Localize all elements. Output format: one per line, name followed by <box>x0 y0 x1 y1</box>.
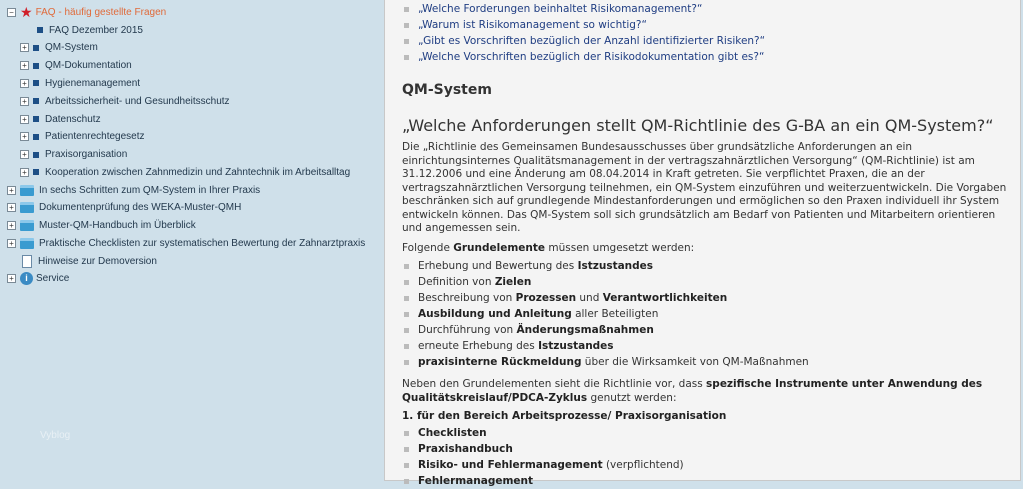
tree-item[interactable] <box>20 147 127 163</box>
bullet-icon <box>33 169 39 175</box>
folder-icon <box>20 202 34 213</box>
folder-icon <box>20 238 34 249</box>
list-item: Fehlermanagement <box>395 473 1020 489</box>
tree-label: QM-System <box>45 42 98 54</box>
faq-link[interactable]: „Welche Vorschriften bezüglich der Risikodokumentation gibt es?“ <box>395 49 1020 65</box>
star-icon: ★ <box>20 3 33 20</box>
expand-icon[interactable]: + <box>20 61 29 70</box>
paragraph-elements: Folgende Grundelemente müssen umgesetzt werden: <box>402 241 695 254</box>
list-item: praxisinterne Rückmeldung über die Wirksamkeit von QM-Maßnahmen <box>395 354 1020 370</box>
list-item: Praxishandbuch <box>395 441 1020 457</box>
faq-link[interactable]: „Warum ist Risikomanagement so wichtig?“ <box>395 17 1020 33</box>
bullet-icon <box>33 152 39 158</box>
bullet-icon <box>33 116 39 122</box>
tree-label: Muster-QM-Handbuch im Überblick <box>39 220 196 232</box>
folder-icon <box>20 185 34 196</box>
faq-link[interactable]: „Gibt es Vorschriften bezüglich der Anzahl identifizierter Risiken?“ <box>395 33 1020 49</box>
info-icon: i <box>20 272 33 285</box>
expand-icon[interactable]: + <box>20 97 29 106</box>
list-item: Checklisten <box>395 425 1020 441</box>
tree-item[interactable] <box>20 75 140 91</box>
list-item: erneute Erhebung des Istzustandes <box>395 338 1020 354</box>
tree-label: In sechs Schritten zum QM-System in Ihrer Praxis <box>39 184 261 196</box>
list-item: Beschreibung von Prozessen und Verantwortlichkeiten <box>395 290 1020 306</box>
area-heading: 1. für den Bereich Arbeitsprozesse/ Praxisorganisation <box>402 410 727 422</box>
tree-item-folder[interactable] <box>7 218 196 234</box>
section-heading: QM-System <box>402 82 492 98</box>
tree-label: QM-Dokumentation <box>45 60 132 72</box>
tree-label: FAQ - häufig gestellte Fragen <box>35 6 167 18</box>
bullet-icon <box>33 45 39 51</box>
tree-label: Arbeitssicherheit- und Gesundheitsschutz <box>45 95 230 107</box>
list-item: Definition von Zielen <box>395 274 1020 290</box>
list-item: Ausbildung und Anleitung aller Beteiligten <box>395 306 1020 322</box>
tree-label: Patientenrechtegesetz <box>45 131 145 143</box>
tree-label: Praktische Checklisten zur systematischen Bewertung der Zahnarztpraxis <box>39 237 366 249</box>
content-panel <box>384 0 1021 487</box>
folder-icon <box>20 220 34 231</box>
bullet-icon <box>33 98 39 104</box>
expand-icon[interactable]: + <box>20 168 29 177</box>
tree-label: Hygienemanagement <box>45 77 141 89</box>
tree-label: Hinweise zur Demoversion <box>38 255 157 267</box>
tree-label: FAQ Dezember 2015 <box>49 24 143 36</box>
tree-item[interactable] <box>20 129 145 145</box>
watermark: Vyblog <box>40 430 71 441</box>
tree-item[interactable] <box>20 93 230 109</box>
list-item: Erhebung und Bewertung des Istzustandes <box>395 258 1020 274</box>
bullet-icon <box>33 63 39 69</box>
link-list <box>395 1 1020 65</box>
tree-label: Datenschutz <box>45 113 101 125</box>
navigation-tree <box>0 0 383 481</box>
tree-item-faq[interactable] <box>7 4 166 20</box>
tree-item[interactable] <box>20 58 132 74</box>
tree-item[interactable] <box>37 22 143 38</box>
tree-item[interactable] <box>20 111 101 127</box>
tools-list <box>395 425 1020 489</box>
bullet-icon <box>33 80 39 86</box>
tree-label: Kooperation zwischen Zahnmedizin und Zahntechnik im Arbeitsalltag <box>45 166 351 178</box>
paragraph-instruments: Neben den Grundelementen sieht die Richtlinie vor, dass spezifische Instrumente unter Anwendung des Qualitätskreislauf/PDCA-Zyklus genutzt werden: <box>402 378 983 404</box>
bullet-icon <box>33 134 39 140</box>
document-icon <box>22 255 32 268</box>
tree-item[interactable] <box>20 40 98 56</box>
list-item: Durchführung von Änderungsmaßnahmen <box>395 322 1020 338</box>
bullet-icon <box>37 27 43 33</box>
expand-icon[interactable]: + <box>7 203 16 212</box>
expand-icon[interactable]: + <box>20 132 29 141</box>
expand-icon[interactable]: + <box>20 79 29 88</box>
faq-link[interactable]: „Welche Forderungen beinhaltet Risikomanagement?“ <box>395 1 1020 17</box>
expand-icon[interactable]: + <box>20 43 29 52</box>
tree-item[interactable] <box>20 164 350 180</box>
tree-item-demo-notes[interactable] <box>22 253 157 269</box>
tree-item-folder[interactable] <box>7 182 260 198</box>
expand-icon[interactable]: + <box>7 186 16 195</box>
tree-label: Dokumentenprüfung des WEKA-Muster-QMH <box>39 202 242 214</box>
expand-icon[interactable]: + <box>20 150 29 159</box>
tree-label: Praxisorganisation <box>45 149 128 161</box>
expand-icon[interactable]: + <box>7 239 16 248</box>
tree-item-folder[interactable] <box>7 200 241 216</box>
expand-icon[interactable]: + <box>7 221 16 230</box>
question-heading: „Welche Anforderungen stellt QM-Richtlinie des G-BA an ein QM-System?“ <box>402 116 994 135</box>
tree-item-service[interactable] <box>7 270 69 286</box>
paragraph-intro: Die „Richtlinie des Gemeinsamen Bundesausschusses über grundsätzliche Anforderungen an ein einrichtungsinternes Qualitätsmanagement in der vertragszahnärztlichen Versorgung“ (QM-Richtlinie) ist am 31.12.2006 und eine Änderung am 08.04.2014 in Kraft getreten. Sie verpflichtet Praxen, die an der vertragszahnärztlichen Versorgung teilnehmen, ein QM-System einzuführen und weiterzuentwickeln. Die Vorgaben beschränken sich auf grundlegende Mindestanforderungen und ermöglichen so den Praxen individuell ihr System entwickeln können. Das QM-System soll sich grundsätzlich am Bedarf von Patienten und Mitarbeitern orientieren und angemessen sein. <box>402 141 1007 234</box>
tree-item-folder[interactable] <box>7 235 365 251</box>
expand-icon[interactable]: + <box>20 115 29 124</box>
list-item: Risiko- und Fehlermanagement (verpflichtend) <box>395 457 1020 473</box>
collapse-icon[interactable]: − <box>7 8 16 17</box>
elements-list <box>395 258 1020 370</box>
tree-label: Service <box>36 272 70 284</box>
expand-icon[interactable]: + <box>7 274 16 283</box>
